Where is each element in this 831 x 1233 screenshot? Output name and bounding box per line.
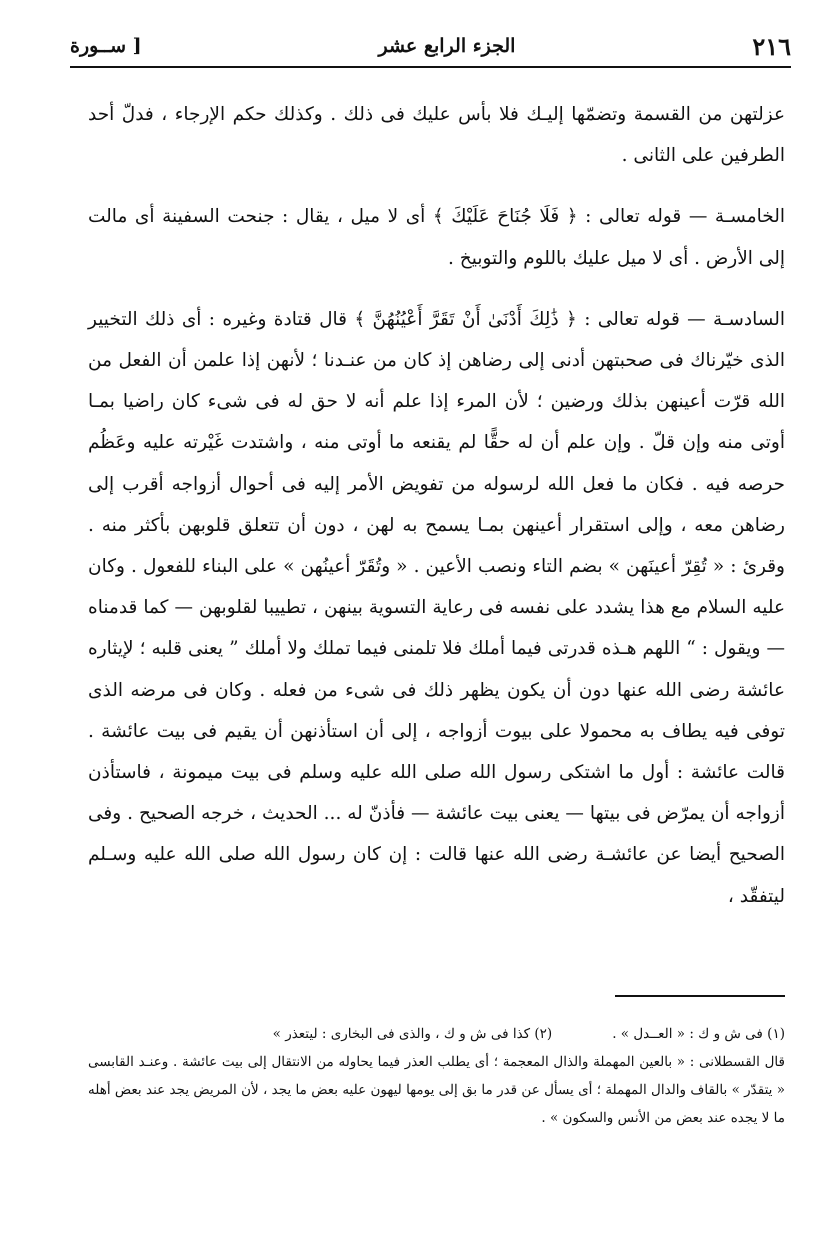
footnote-2-continuation: قال القسطلانى : « بالعين المهملة والذال المعجمة ؛ أى يطلب العذر فيما يحاوله من الانتقال إلى بيت عائشة . وعنـد القابسى « يتقدّر » بالقاف والدال المهملة ؛ أى يسأل عن قدر ما بق إلى يومها ليهون عليه بعض ما يجد ، لأن المريض يجد عند بعض أهله ما لا يجده عند بعض من الأنس والسكون » . [88, 1054, 785, 1126]
paragraph: السادسـة — قوله تعالى : ﴿ ذَٰلِكَ أَدْنَىٰ أَنْ تَقَرَّ أَعْيُنُهُنَّ ﴾ قال قتادة وغيره : أى ذلك التخيير الذى خيّرناك فى صحبتهن أدنى إلى رضاهن إذ كان من عنـدنا ؛ لأنهن إذا علمن أن الفعل من الله قرّت أعينهن بذلك ورضين ؛ لأن المرء إذا علم أنه لا حق له فى شىء كان راضيا بمـا أوتى منه وإن قلّ . وإن علم أن له حقًّا لم يقنعه ما أوتى منه ، واشتدت غَيْرته عليه وعَظُم حرصه فيه . فكان ما فعل الله لرسوله من تفويض الأمر إليه فى أحوال أزواجه أقرب إلى رضاهن معه ، وإلى استقرار أعينهن بمـا يسمح به لهن ، دون أن تتعلق قلوبهن بأكثر منه . وقرئ : « تُقِرّ أعينَهن » بضم التاء ونصب الأعين . « وتُقَرّ أعينُهن » على البناء للفعول . وكان عليه السلام مع هذا يشدد على نفسه فى رعاية التسوية بينهن ، تطييبا لقلوبهن — كما قدمناه — ويقول : “ اللهم هـذه قدرتى فيما أملك فلا تلمنى فيما تملك ولا أملك ” يعنى قلبه ؛ لإيثاره عائشة رضى الله عنها دون أن يكون يظهر ذلك فى شىء من فعله . وكان فى مرضه الذى توفى فيه يطاف به محمولا على بيوت أزواجه ، إلى أن استأذنهن أن يقيم فى بيت عائشة . قالت عائشة : أول ما اشتكى رسول الله صلى الله عليه وسلم فى بيت ميمونة ، فاستأذن أزواجه أن يمرّض فى بيتها — يعنى بيت عائشة — فأذنّ له ... الحديث ، خرجه الصحيح . وفى الصحيح أيضا عن عائشـة رضى الله عنها قالت : إن كان رسول الله صلى الله عليه وسـلم ليتفقّد ، [88, 308, 785, 907]
footnote-2: (٢) كذا فى ش و ك ، والذى فى البخارى : ليتعذر » [272, 1026, 553, 1042]
footnote-row [88, 1020, 785, 1048]
footnote-divider [615, 995, 785, 997]
surah-label: [ ســورة [70, 35, 142, 57]
footnotes [88, 1020, 785, 1170]
footnote-1: (١) فى ش و ك : « العــدل » . [612, 1026, 785, 1042]
running-title: الجزء الرابع عشر [378, 35, 516, 57]
paragraph: الخامسـة — قوله تعالى : ﴿ فَلَا جُنَاحَ عَلَيْكَ ﴾ أى لا ميل ، يقال : جنحت السفينة أى مالت إلى الأرض . أى لا ميل عليك باللوم والتوبيخ . [88, 206, 785, 269]
paragraph: عزلتهن من القسمة وتضمّها إليـك فلا بأس عليك فى ذلك . وكذلك حكم الإرجاء ، فدلّ أحد الطرفين على الثانى . [88, 104, 785, 167]
page-header [70, 26, 791, 68]
main-text [88, 94, 785, 982]
page-number: ٢١٦ [752, 31, 791, 61]
